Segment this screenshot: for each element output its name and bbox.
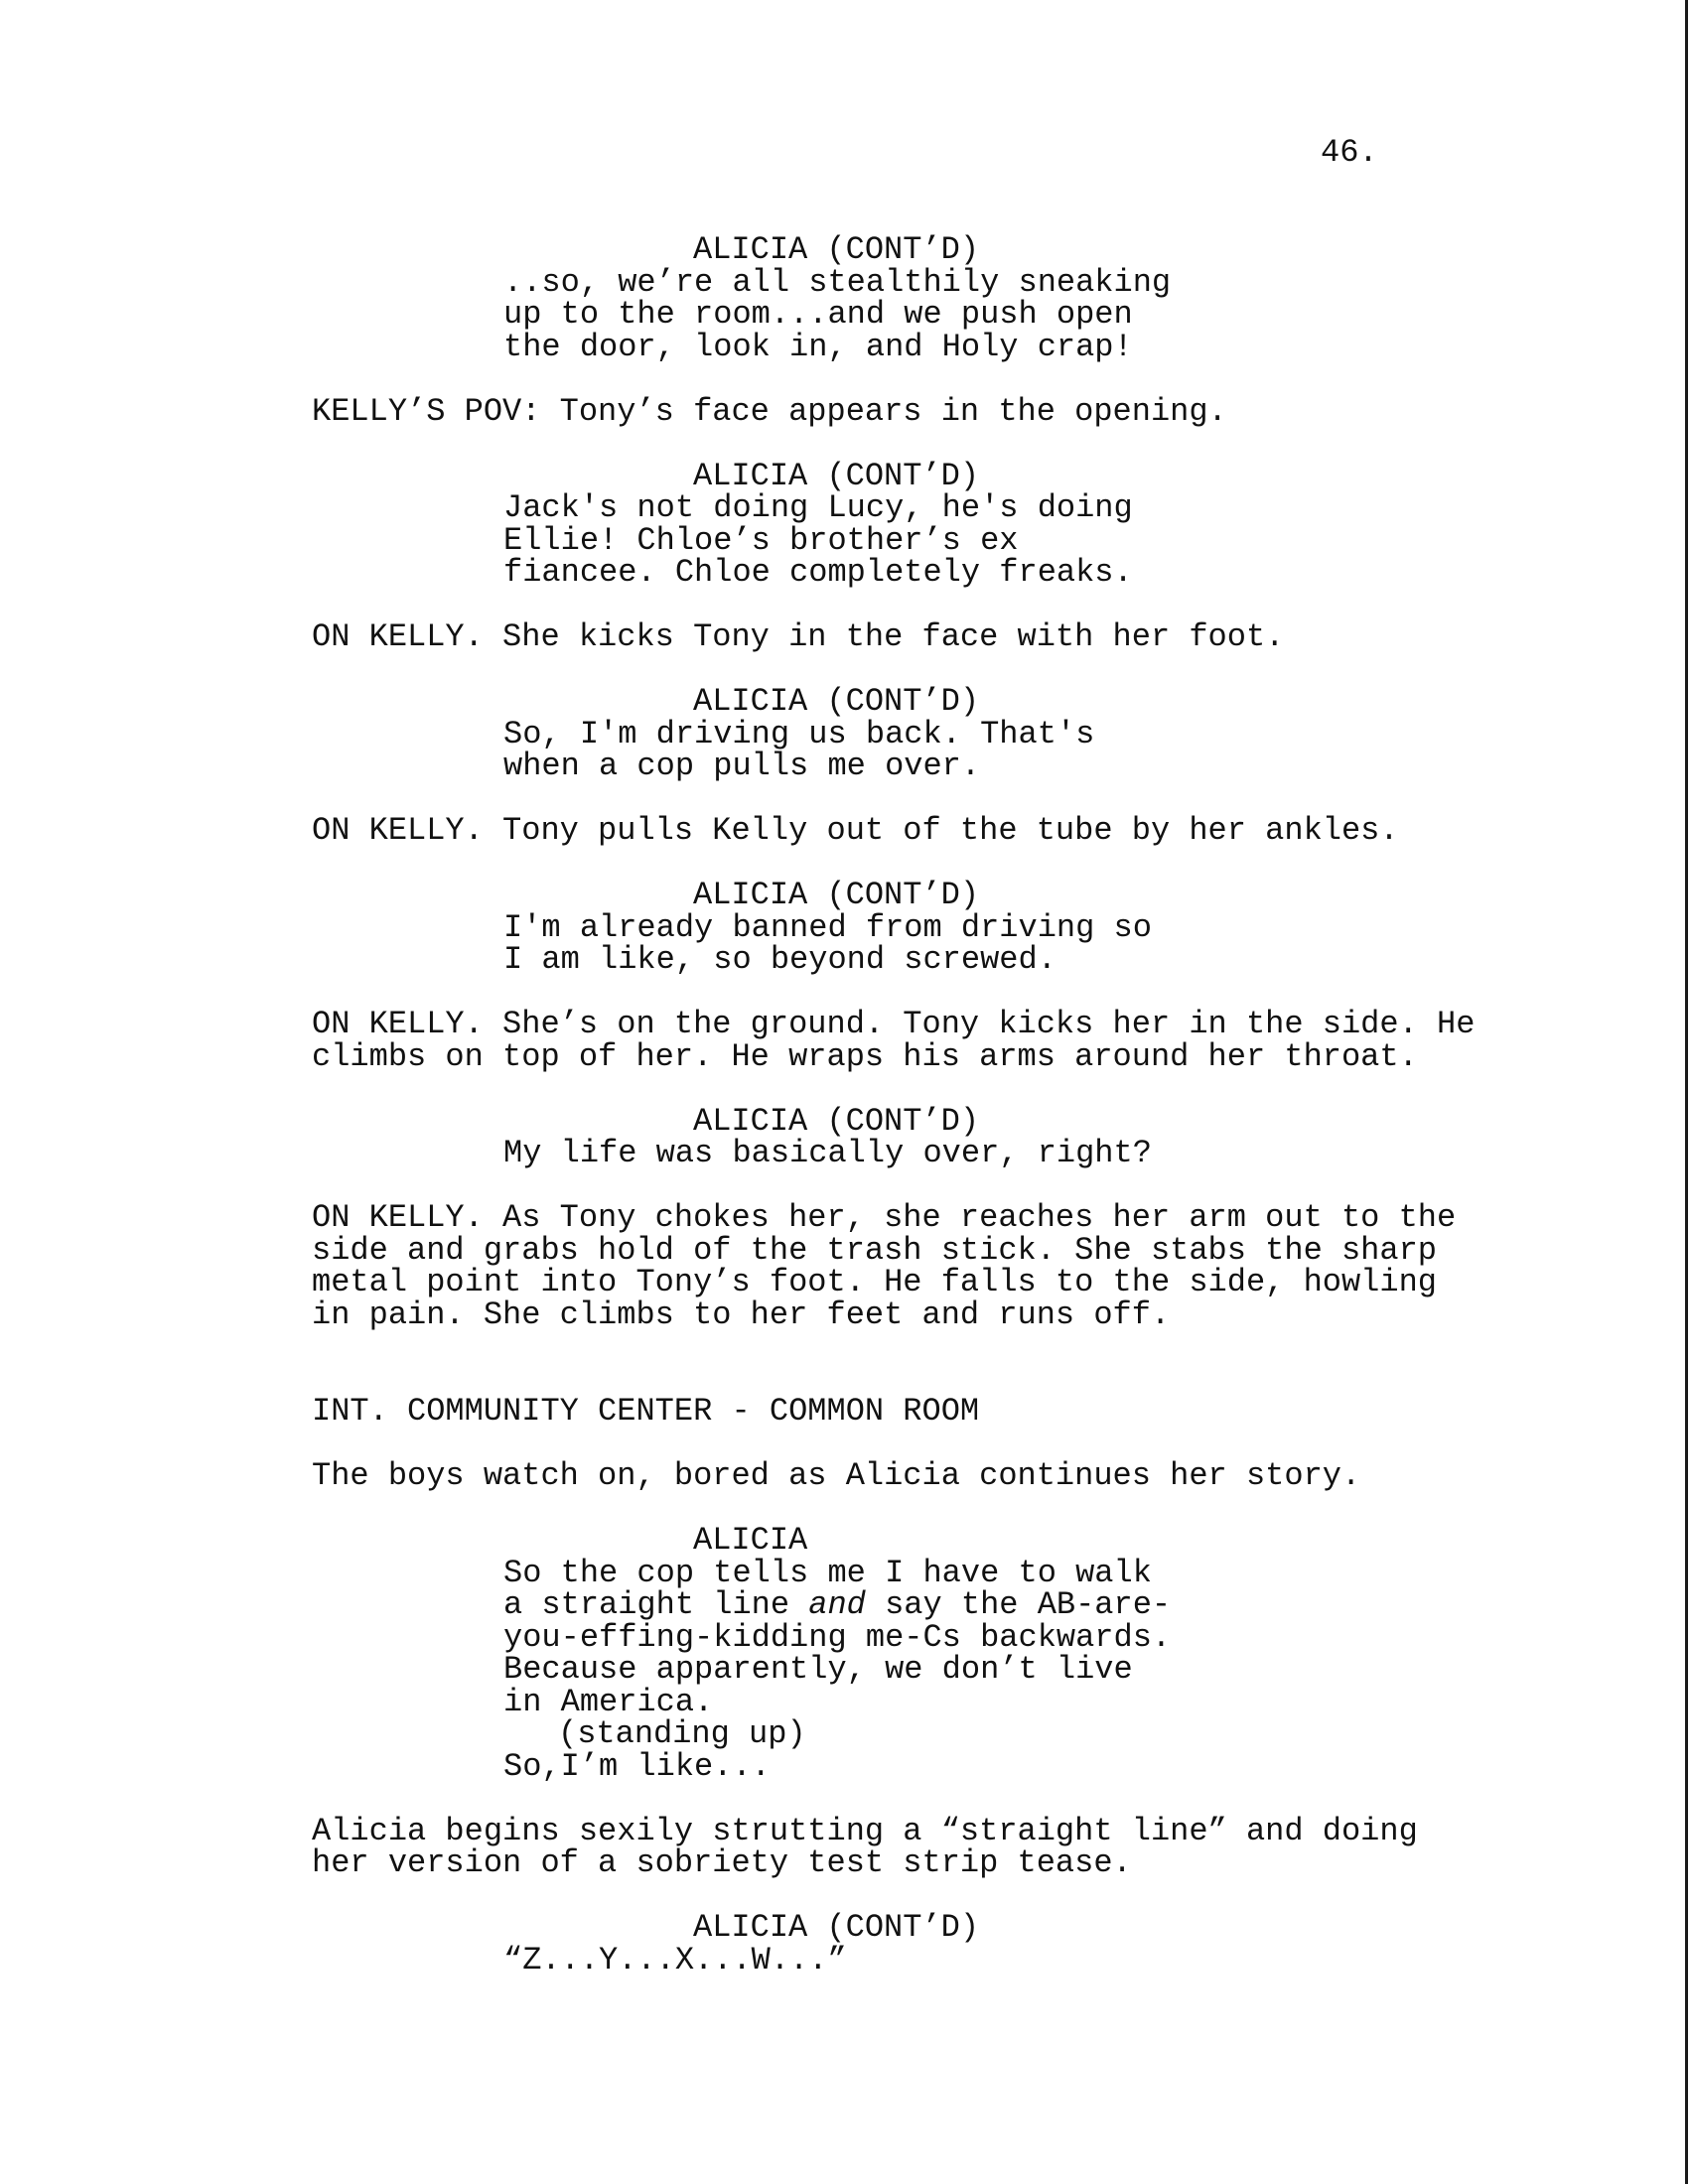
character-cue: ALICIA — [693, 1522, 808, 1559]
character-cue: ALICIA (CONT’D) — [693, 231, 980, 268]
dialogue-line: I'm already banned from driving so — [503, 908, 1152, 946]
dialogue-line: So the cop tells me I have to walk — [503, 1554, 1152, 1591]
dialogue-line — [503, 1586, 1691, 1623]
character-cue: ALICIA (CONT’D) — [693, 683, 980, 720]
dialogue-line: Because apparently, we don’t live — [503, 1651, 1133, 1688]
dialogue-text: say the AB-are- — [865, 1586, 1172, 1623]
character-cue: ALICIA (CONT’D) — [693, 877, 980, 913]
dialogue-line: up to the room...and we push open — [503, 296, 1133, 333]
action-line: KELLY’S POV: Tony’s face appears in the opening. — [312, 392, 1227, 430]
action-line: ON KELLY. Tony pulls Kelly out of the tube by her ankles. — [312, 812, 1399, 849]
action-line: ON KELLY. She kicks Tony in the face with her foot. — [312, 618, 1285, 655]
character-cue: ALICIA (CONT’D) — [693, 1102, 980, 1140]
action-line: side and grabs hold of the trash stick. She stabs the sharp — [312, 1231, 1437, 1269]
dialogue-line: in America. — [503, 1683, 714, 1720]
action-line: Alicia begins sexily strutting a “straight line” and doing — [312, 1812, 1418, 1849]
character-cue: ALICIA (CONT’D) — [693, 457, 980, 494]
dialogue-line: So,I’m like... — [503, 1747, 771, 1785]
page-number: 46. — [1321, 134, 1378, 171]
character-cue: ALICIA (CONT’D) — [693, 1909, 980, 1946]
dialogue-line: ..so, we’re all stealthily sneaking — [503, 263, 1172, 301]
screenplay-body — [0, 231, 1691, 1979]
action-line: metal point into Tony’s foot. He falls to the side, howling — [312, 1264, 1437, 1300]
dialogue-emphasis: and — [808, 1586, 866, 1623]
parenthetical: (standing up) — [558, 1715, 806, 1752]
dialogue-line: Jack's not doing Lucy, he's doing — [503, 489, 1133, 526]
dialogue-line: “Z...Y...X...W...” — [503, 1941, 847, 1979]
dialogue-line: fiancee. Chloe completely freaks. — [503, 554, 1133, 591]
action-line: ON KELLY. As Tony chokes her, she reaches her arm out to the — [312, 1199, 1457, 1236]
action-line: The boys watch on, bored as Alicia continues her story. — [312, 1457, 1361, 1494]
dialogue-line: when a cop pulls me over. — [503, 748, 981, 784]
action-line: ON KELLY. She’s on the ground. Tony kicks her in the side. He — [312, 1006, 1476, 1042]
dialogue-line: My life was basically over, right? — [503, 1135, 1152, 1171]
scene-heading: INT. COMMUNITY CENTER - COMMON ROOM — [312, 1393, 980, 1430]
action-line: climbs on top of her. He wraps his arms around her throat. — [312, 1037, 1418, 1075]
dialogue-line: Ellie! Chloe’s brother’s ex — [503, 521, 1019, 559]
dialogue-line: you-effing-kidding me-Cs backwards. — [503, 1618, 1172, 1656]
dialogue-text: a straight line — [503, 1586, 809, 1623]
action-line: her version of a sobriety test strip tease. — [312, 1844, 1132, 1881]
dialogue-line: the door, look in, and Holy crap! — [503, 328, 1133, 365]
dialogue-line: I am like, so beyond screwed. — [503, 941, 1057, 978]
action-line: in pain. She climbs to her feet and runs off. — [312, 1296, 1171, 1333]
dialogue-line: So, I'm driving us back. That's — [503, 715, 1095, 752]
